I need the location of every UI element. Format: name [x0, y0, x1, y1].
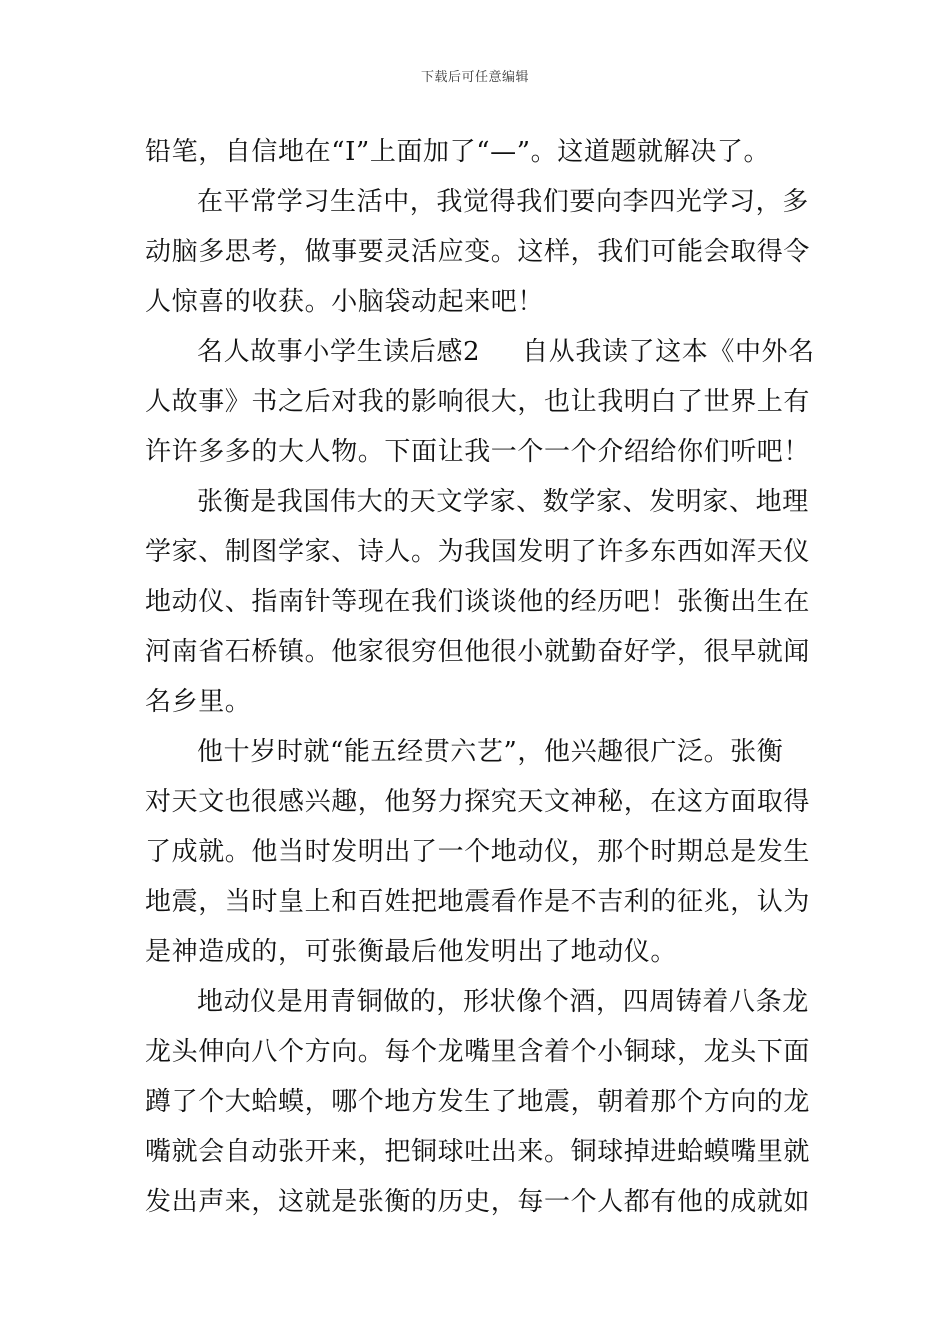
text-line: 在平常学习生活中，我觉得我们要向李四光学习，多	[197, 187, 809, 217]
text-line: 他十岁时就“能五经贯六艺”，他兴趣很广泛。张衡	[197, 737, 784, 767]
text-line: 人故事》书之后对我的影响很大，也让我明白了世界上有	[145, 387, 811, 417]
text-line-with-title	[145, 327, 815, 377]
section-title: 名人故事小学生读后感2	[197, 337, 481, 367]
text-line: 是神造成的，可张衡最后他发明出了地动仪。	[145, 937, 678, 967]
text-line: 地动仪是用青铜做的，形状像个酒，四周铸着八条龙	[197, 987, 809, 1017]
text-line: 许许多多的大人物。下面让我一个一个介绍给你们听吧！	[145, 437, 811, 467]
text-line: 铅笔，自信地在“I”上面加了“—”。这道题就解决了。	[145, 137, 771, 167]
text-line: 动脑多思考，做事要灵活应变。这样，我们可能会取得令	[145, 237, 811, 267]
text-line: 张衡是我国伟大的天文学家、数学家、发明家、地理	[197, 487, 809, 517]
text-line: 地震，当时皇上和百姓把地震看作是不吉利的征兆，认为	[145, 887, 811, 917]
text-line: 人惊喜的收获。小脑袋动起来吧！	[145, 287, 545, 317]
text-line: 名乡里。	[145, 687, 252, 717]
text-line: 龙头伸向八个方向。每个龙嘴里含着个小铜球，龙头下面	[145, 1037, 811, 1067]
text-fragment: 自从我读了这本《中外名	[522, 337, 815, 367]
text-line: 发出声来，这就是张衡的历史，每一个人都有他的成就如	[145, 1187, 811, 1217]
text-line: 对天文也很感兴趣，他努力探究天文神秘，在这方面取得	[145, 787, 811, 817]
text-line: 嘴就会自动张开来，把铜球吐出来。铜球掉进蛤蟆嘴里就	[145, 1137, 811, 1167]
text-line: 河南省石桥镇。他家很穷但他很小就勤奋好学，很早就闻	[145, 637, 811, 667]
page-header: 下载后可任意编辑	[420, 70, 529, 85]
text-line: 蹲了个大蛤蟆，哪个地方发生了地震，朝着那个方向的龙	[145, 1087, 811, 1117]
text-line: 学家、制图学家、诗人。为我国发明了许多东西如浑天仪	[145, 537, 811, 567]
text-line: 了成就。他当时发明出了一个地动仪，那个时期总是发生	[145, 837, 811, 867]
document-body	[145, 127, 815, 1227]
text-line: 地动仪、指南针等现在我们谈谈他的经历吧！张衡出生在	[145, 587, 811, 617]
